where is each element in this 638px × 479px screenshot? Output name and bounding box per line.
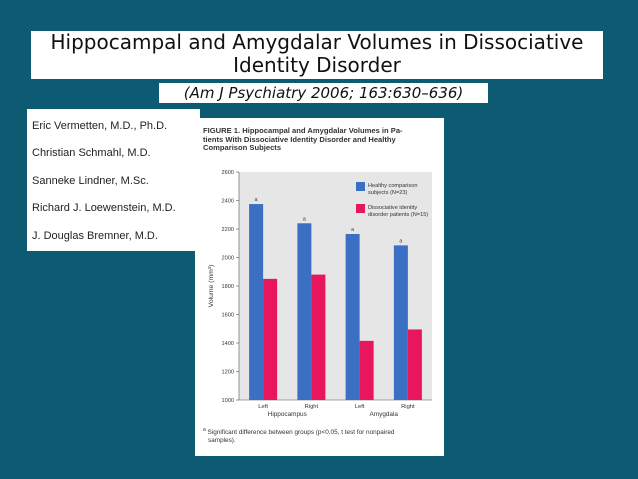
bar-did-0 [263, 279, 277, 400]
legend-label: Dissociative identity [368, 205, 418, 211]
y-tick-label: 1600 [221, 312, 234, 319]
significance-marker: a [302, 216, 306, 223]
bar-healthy-1 [297, 223, 311, 400]
x-tick-label: Right [401, 404, 415, 410]
slide-title-line-2: Identity Disorder [233, 53, 401, 77]
bar-did-1 [311, 275, 325, 400]
bar-did-2 [360, 341, 374, 400]
author-4: Richard J. Loewenstein, M.D. [32, 202, 176, 214]
footnote-marker: a [203, 427, 206, 433]
y-tick-label: 2000 [221, 255, 234, 262]
y-tick-label: 1000 [221, 398, 234, 404]
author-list [27, 109, 200, 251]
group-label: Hippocampus [267, 411, 307, 418]
significance-marker: a [399, 238, 403, 245]
y-tick-label: 2600 [221, 170, 234, 176]
footnote-text-line-1: Significant difference between groups (p<0.05, t test for nonpaired [205, 429, 395, 437]
footnote-text-line-2: samples). [208, 436, 236, 444]
y-axis-label: Volume (mm³) [208, 264, 215, 308]
citation: (Am J Psychiatry 2006; 163:630–636) [159, 83, 488, 103]
y-tick-label: 1200 [221, 369, 234, 376]
legend-label: disorder patients (N=15) [368, 212, 429, 218]
significance-marker: a [254, 197, 258, 204]
legend-label: subjects (N=23) [368, 190, 408, 196]
legend-label: Healthy comparison [368, 183, 418, 189]
bar-did-3 [408, 329, 422, 400]
legend-swatch [356, 182, 365, 191]
author-5: J. Douglas Bremner, M.D. [32, 230, 158, 242]
figure-caption-line-2: tients With Dissociative Identity Disorder and Healthy [203, 134, 396, 144]
figure-panel [195, 118, 444, 456]
author-3: Sanneke Lindner, M.Sc. [32, 175, 149, 187]
figure-caption-line-1: FIGURE 1. Hippocampal and Amygdalar Volumes in Pa- [203, 126, 403, 135]
figure-caption-line-3: Comparison Subjects [203, 143, 282, 153]
bar-healthy-0 [249, 204, 263, 400]
x-tick-label: Left [354, 404, 365, 410]
author-1: Eric Vermetten, M.D., Ph.D. [32, 120, 168, 132]
slide-title [31, 31, 603, 79]
x-tick-label: Right [304, 404, 319, 410]
figure-footnote [203, 427, 441, 444]
bar-chart [195, 118, 444, 456]
y-tick-label: 1400 [221, 341, 234, 347]
x-tick-label: Left [258, 404, 268, 410]
y-tick-label: 1800 [221, 284, 234, 290]
y-tick-label: 2200 [221, 227, 234, 233]
bar-healthy-3 [394, 245, 408, 400]
legend-swatch [356, 204, 365, 213]
y-tick-label: 2400 [221, 198, 234, 205]
bar-healthy-2 [346, 234, 360, 400]
group-label: Amygdala [369, 411, 398, 418]
author-2: Christian Schmahl, M.D. [32, 147, 151, 159]
significance-marker: a [351, 226, 355, 233]
slide-title-line-1: Hippocampal and Amygdalar Volumes in Dissociative [50, 30, 584, 54]
